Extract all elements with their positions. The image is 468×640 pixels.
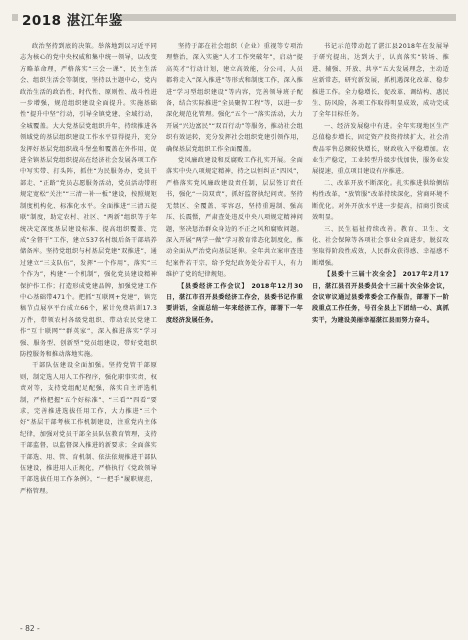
paragraph: 政治坚持到底的决策。举落地到以习近平同志为核心的党中央权威和集中统一领导，以改变方略革命理，严格落实“三会一课”、民主生活会、组织生活会等制度，坚持以主题中心，党内政治生活的政治性、时代性、原则性、战斗性进一步增强，规范组织建设全面提升。实施基础性“提升中坚”行动，引导全镇党建、全域行动，全城覆盖。大大党基层党组织升年，持续推进各领域党的基层组织建设工作水平显得提升，充分发挥好基层党组织战斗堡垒和覆盖在外作用，促进全镇基层党组织提高在经济社会发展各项工作中写实带、打头阵，抓住“为民服务办，党员干部走、“正路”党员志愿服务活动，党员活动带班规定宽松“关注”“三清一补一板”建设，按照规矩制度机构化、标准化水平。全面推进“三清五提联”制度，助定农村、社区、“两新”组织等于年统决定深度基层建设标准、提高组织覆盖、完成“全督干”工作，建立537名村级后备干部培养储备库。坚持党组织与村基层党建“双推进”，通过建立“三支队伍”，发挥“一个作用”，落实“三个作为”，构建“一个机制”，强化党员建设精神保护作工作；打造形成党建品牌，加强党建工作中心基础带471个。把抓“互联网+党建”，镇完稿节点展享平台成立66个，累计免费培训17.3万件，带领农村各级党组织、带动农民党建工作“互十联网”“群英家”，深入推进落实“学习强、服务型、创新型”党员组建设，带好党组织防控服务和推动落地实施。 xyxy=(20,43,157,358)
paragraph-section-heading: 【县委经济工作会议】 2018年12月30日，湛江市召开县委经济工作会，县委书记作重要讲话，全面总结一年来经济工作，部署下一年度经济发展任务。 xyxy=(166,282,303,324)
paragraph: 书记示范带动起了湛江县2018年在发展导于研究提出，达到大于，认真落实“转场、推进、辅强、开放、共享”五大发展理念，主动适应新常态，研究新发展，抓机遇深化改革、稳步推进工作。全力稳增长、促改革、调结构、惠民生、防风险，各项工作取得明显成效，成功完成了全年目标任务。 xyxy=(312,43,449,119)
paragraph: 三、民生福祉持续改善。教育、卫生、文化、社会保障等各项社会事业全面进步，脱贫攻坚取得阶段性成效，人民群众获得感、幸福感不断增强。 xyxy=(312,225,449,267)
paragraph: 二、改革开放不断深化。扎实推进供给侧结构性改革，“放管服”改革持续深化，营商环境不断优化。对外开放水平进一步提高，招商引资成效明显。 xyxy=(312,179,449,222)
column-1 xyxy=(20,41,157,619)
paragraph-section-heading: 【县委十三届十次全会】 2017年2月17日，湛江县召开县委员会十三届十次全体会议，会议审议通过县委常委会工作报告，部署下一阶段重点工作任务，号召全县上下团结一心、真抓实干，为建设美丽幸福湛江县而努力奋斗。 xyxy=(312,271,449,324)
column-2 xyxy=(166,41,303,619)
paragraph: 党风廉政建设和反腐败工作扎实开展。全面落实中央八项规定精神，持之以恒纠正“四风”，严格落实党风廉政建设责任制，层层签订责任书，强化“一岗双责”，抓好监督执纪问责。坚持无禁区、全覆盖、零容忍，坚持重遏制、强高压、长震慑，严肃查处违反中央八项规定精神问题，坚决惩治群众身边的不正之风和腐败问题。深入开展“两学一做”学习教育常态化制度化，推动全面从严治党向基层延伸。全年共立案审查违纪案件若干宗，给予党纪政务处分若干人，有力维护了党的纪律规矩。 xyxy=(166,157,303,279)
text-columns xyxy=(20,41,450,619)
column-3 xyxy=(312,41,449,619)
page-header xyxy=(0,0,468,34)
running-title: 2018 湛江年鉴 xyxy=(22,13,123,29)
paragraph: 干部队伍建设全面加强。坚持党管干部原则，制定选人用人工作程序，强化职事实责，权责对等，支持党组配足配强，落实自主评选机制，严格把握“五个好标准”、“三看”“四看”要求，完善推进选拔任用工作，大力推进“三个好”基层干部考核工作机制建设，注重党内主体纪律，加强对党员干部全员队伍教育管理，支持干部监督，以监督深入推进的新要求；全面落实干部选、用、管、育机制、依法依规推进干部队伍建设，推进用人正规化，严格执行《党政领导干部选拔任用工作条例》，“一把手”履职规范，严格管理。 xyxy=(20,362,157,495)
page-number: - 82 - xyxy=(20,624,40,633)
paragraph: 一、经济发展稳中有进。全年实现地区生产总值稳步增长，固定资产投资持续扩大，社会消费品零售总额较快增长，财政收入平稳增加。农业生产稳定，工业转型升级步伐加快，服务业发展提速，重点项目建设有序推进。 xyxy=(312,122,449,176)
paragraph: 坚持于部在社会组织（企业）重视等专项治理整治，深入实施“人才工作突破年”，启动“提高英才”行动计划，建立高效能，分公司，人员都将走入“深入推进”等形式和制度工作，深入推进“学习型组织建设”等内容，完善领导班子配备，结合实际推进“全员聚智工程”等，以进一步深化规范化管理。强化“五个一”落实活动，大力开展“兴边富民”“双百行动”等服务，推动社会组织有效运转，充分发挥社会组织党建引领作用，确保基层党组织工作全面覆盖。 xyxy=(166,43,303,153)
